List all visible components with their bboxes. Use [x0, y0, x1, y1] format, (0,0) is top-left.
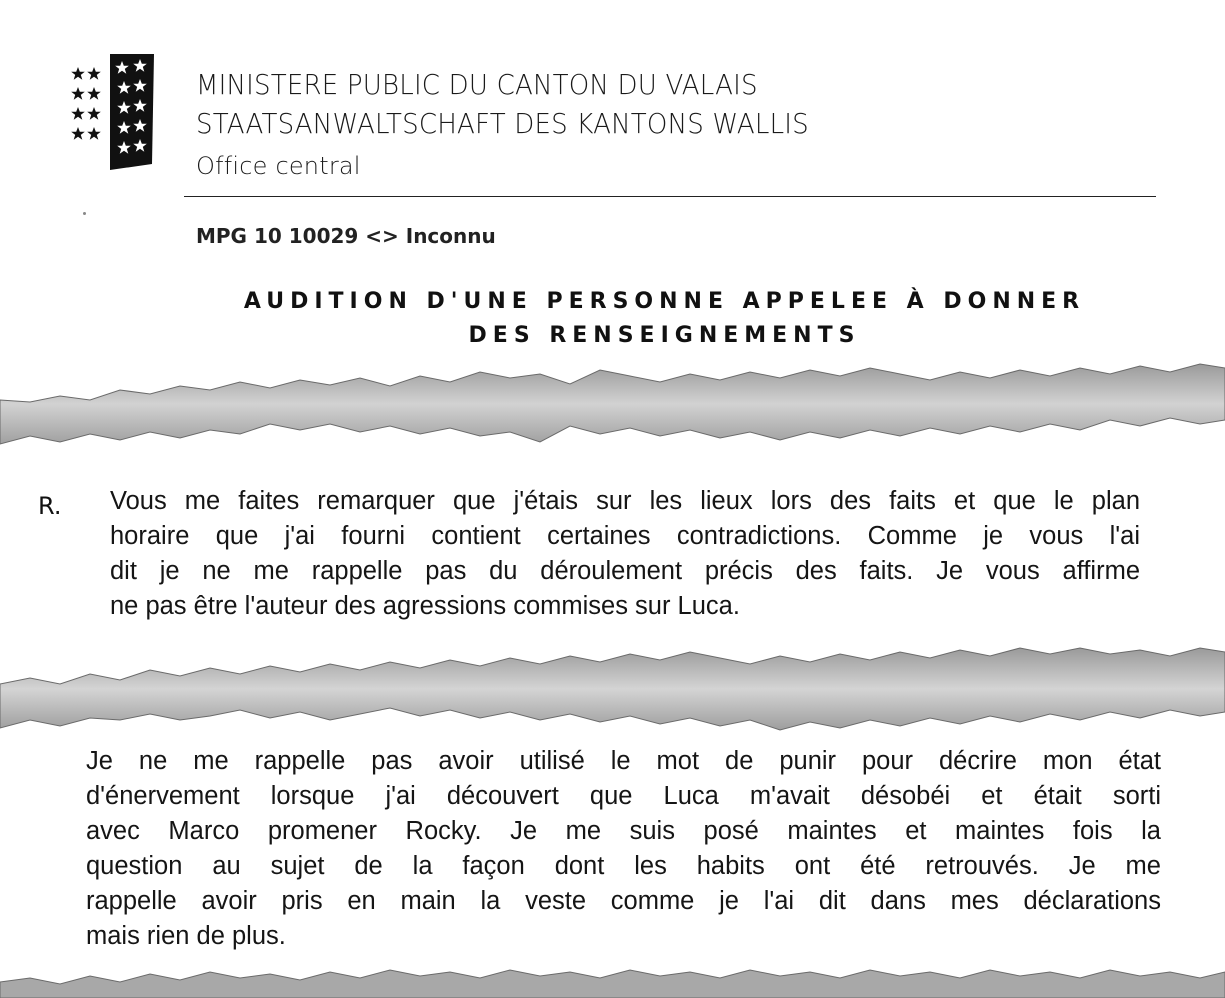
paragraph-line: Vous me faites remarquer que j'étais sur les lieux lors des faits et que le plan	[110, 487, 1140, 515]
torn-paper-bottom-edge	[0, 962, 1225, 998]
paragraph-line: ne pas être l'auteur des agressions commises sur Luca.	[110, 592, 740, 620]
document-title-line-2: DES RENSEIGNEMENTS	[468, 323, 861, 348]
paragraph-line: rappelle avoir pris en main la veste comme je l'ai dit dans mes déclarations	[86, 887, 1161, 915]
header-line-1: MINISTERE PUBLIC DU CANTON DU VALAIS	[196, 68, 758, 101]
answer-paragraph-1	[110, 484, 1140, 624]
paragraph-line: mais rien de plus.	[86, 922, 286, 950]
paragraph-line: avec Marco promener Rocky. Je me suis posé maintes et maintes fois la	[86, 817, 1161, 845]
paragraph-line: dit je ne me rappelle pas du déroulement précis des faits. Je vous affirme	[110, 557, 1140, 585]
paragraph-line: d'énervement lorsque j'ai découvert que Luca m'avait désobéi et était sorti	[86, 782, 1161, 810]
header-office: Office central	[196, 152, 361, 180]
answer-label: R.	[38, 492, 62, 520]
header-divider	[184, 196, 1156, 197]
document-title-line-1: AUDITION D'UNE PERSONNE APPELEE À DONNER	[243, 289, 1086, 314]
torn-paper-divider	[0, 360, 1225, 455]
header-line-2: STAATSANWALTSCHAFT DES KANTONS WALLIS	[196, 107, 809, 140]
valais-emblem-logo	[66, 52, 156, 172]
paragraph-line: horaire que j'ai fourni contient certaines contradictions. Comme je vous l'ai	[110, 522, 1140, 550]
paragraph-line: Je ne me rappelle pas avoir utilisé le mot de punir pour décrire mon état	[86, 747, 1161, 775]
torn-paper-divider	[0, 640, 1225, 740]
case-reference: MPG 10 10029 <> Inconnu	[196, 224, 496, 248]
scan-speck	[83, 212, 86, 215]
paragraph-line: question au sujet de la façon dont les habits ont été retrouvés. Je me	[86, 852, 1161, 880]
answer-paragraph-2	[86, 744, 1161, 954]
